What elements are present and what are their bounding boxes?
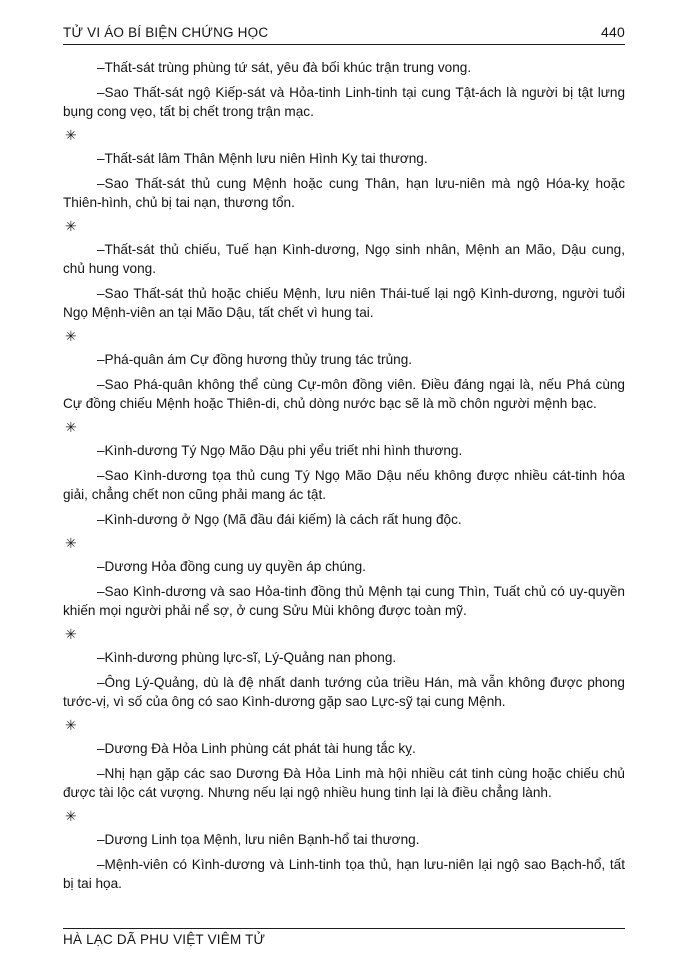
paragraph: –Nhị hạn gặp các sao Dương Đà Hỏa Linh mà hội nhiều cát tinh cùng hoặc chiếu chủ được tài lộc cát vượng. Nhưng nếu lại ngộ nhiều hung tinh lại là điều chẳng lành. [63,766,625,800]
section [63,824,625,893]
section-separator-icon: ✳ [65,626,77,642]
footer-author: HÀ LẠC DÃ PHU VIỆT VIÊM TỬ [63,932,266,947]
paragraph: –Kình-dương phùng lực-sĩ, Lý-Quảng nan phong. [97,650,397,665]
section-separator-icon: ✳ [65,419,77,435]
paragraph: –Mệnh-viên có Kình-dương và Linh-tinh tọa thủ, hạn lưu-niên lại ngộ sao Bạch-hổ, tất bị tai họa. [63,857,625,891]
paragraph: –Sao Phá-quân không thể cùng Cự-môn đồng viên. Điều đáng ngại là, nếu Phá cùng Cự đồng chiếu Mệnh hoặc Thiên-di, chủ dòng nước bạc sẽ là mồ chôn người mệnh bạc. [63,377,625,411]
section-separator-icon: ✳ [65,808,77,824]
paragraph: –Sao Thất-sát thủ hoặc chiếu Mệnh, lưu niên Thái-tuế lại ngộ Kình-dương, người tuổi Ngọ Mệnh-viên an tại Mão Dậu, tất chết vì hung tai. [63,286,625,320]
page-footer [63,928,625,947]
paragraph: –Sao Kình-dương tọa thủ cung Tý Ngọ Mão Dậu nếu không được nhiều cát-tinh hóa giải, chẳng chết non cũng phải mang ác tật. [63,468,625,502]
section [63,143,625,212]
section [63,234,625,322]
section [63,733,625,802]
page-header [63,24,625,45]
paragraph: –Thất-sát lâm Thân Mệnh lưu niên Hình Kỵ tai thương. [97,151,428,166]
paragraph: –Sao Kình-dương và sao Hỏa-tinh đồng thủ Mệnh tại cung Thìn, Tuất chủ có uy-quyền khiến mọi người phải nể sợ, ở cung Sửu Mùi không được toàn mỹ. [63,584,625,618]
section [63,52,625,121]
paragraph: –Dương Đà Hỏa Linh phùng cát phát tài hung tắc kỵ. [97,741,416,756]
section-separator-icon: ✳ [65,328,77,344]
paragraph: –Thất-sát trùng phùng tứ sát, yêu đà bối khúc trận trung vong. [97,60,472,75]
section [63,344,625,413]
section-separator-icon: ✳ [65,127,77,143]
section [63,435,625,529]
section-separator-icon: ✳ [65,717,77,733]
section [63,551,625,620]
section [63,642,625,711]
paragraph: –Dương Linh tọa Mệnh, lưu niên Bạnh-hổ tai thương. [97,832,420,847]
body-text [63,52,625,893]
paragraph: –Phá-quân ám Cự đồng hương thủy trung tác trủng. [97,352,413,367]
paragraph: –Dương Hỏa đồng cung uy quyền áp chúng. [97,559,366,574]
page-number: 440 [601,24,625,40]
running-title: TỬ VI ÁO BÍ BIỆN CHỨNG HỌC [63,25,269,40]
paragraph: –Thất-sát thủ chiếu, Tuế hạn Kình-dương, Ngọ sinh nhân, Mệnh an Mão, Dậu cung, chủ hung vong. [63,242,625,276]
section-separator-icon: ✳ [65,218,77,234]
paragraph: –Sao Thất-sát ngộ Kiếp-sát và Hỏa-tinh Linh-tinh tại cung Tật-ách là người bị tật lưng bụng cong vẹo, tất bị chết trong trận mạc. [63,85,625,119]
paragraph: –Kình-dương ở Ngọ (Mã đầu đái kiếm) là cách rất hung độc. [97,512,462,527]
paragraph: –Ông Lý-Quảng, dù là đệ nhất danh tướng của triều Hán, mà vẫn không được phong tước-vị, vì số của ông có sao Kình-dương gặp sao Lực-sỹ tại cung Mệnh. [63,675,625,709]
paragraph: –Kình-dương Tý Ngọ Mão Dậu phi yểu triết nhi hình thương. [97,443,463,458]
section-separator-icon: ✳ [65,535,77,551]
paragraph: –Sao Thất-sát thủ cung Mệnh hoặc cung Thân, hạn lưu-niên mà ngộ Hóa-kỵ hoặc Thiên-hình, chủ bị tai nạn, thương tổn. [63,176,625,210]
